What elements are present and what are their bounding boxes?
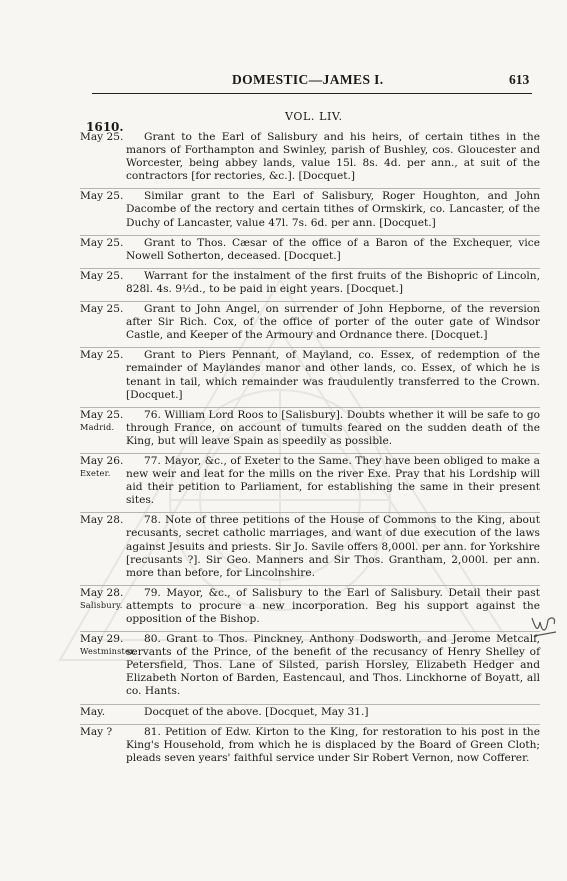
calendar-entries: [80, 130, 540, 770]
entry-text: Docquet of the above. [Docquet, May 31.]: [144, 705, 369, 718]
calendar-entry: [80, 130, 540, 188]
entry-text: Warrant for the instalment of the first fruits of the Bishopric of Lincoln, 828l. 4s. 9½d., to be paid in eight years. [Docquet.]: [126, 269, 540, 295]
entry-place: Exeter.: [80, 467, 111, 478]
entry-margin: [80, 349, 126, 401]
entry-margin: [80, 455, 126, 507]
entry-text: Grant to the Earl of Salisbury and his heirs, of certain tithes in the manors of Forthampton and Swinley, parish of Bushley, cos. Gloucester and Worcester, being abbey lands, value 15l. 8s. 4d. per ann., at suit of the contractors [for rectories, &c.]. [Docquet.]: [126, 131, 540, 183]
entry-place: Madrid.: [80, 421, 115, 432]
calendar-entry: [80, 347, 540, 406]
entry-date: May 25.: [80, 303, 124, 316]
calendar-entry: [80, 704, 540, 724]
entry-margin: [80, 726, 126, 765]
entry-margin: [80, 514, 126, 579]
page-header: [0, 72, 567, 94]
calendar-entry: [80, 724, 540, 770]
calendar-entry: [80, 301, 540, 347]
calendar-entry: [80, 268, 540, 301]
entry-text: 76. William Lord Roos to [Salisbury]. Doubts whether it will be safe to go through France, on account of tumults feared on the sudden death of the King, but will leave Spain as speedily as possible.: [126, 408, 540, 447]
calendar-entry: [80, 188, 540, 234]
entry-margin: [80, 190, 126, 229]
entry-text: 80. Grant to Thos. Pinckney, Anthony Dodsworth, and Jerome Metcalf, servants of the Prince, of the benefit of the recusancy of Henry Shelley of Petersfield, Thos. Lane of Silsted, parish Horsley, Elizabeth Hedger and Elizabeth Norton of Barden, Eastencaul, and Thos. Linckhorne of Boyatt, all co. Hants.: [126, 633, 540, 698]
entry-date: May 26.: [80, 454, 124, 467]
entry-date: May 25.: [80, 131, 124, 143]
entry-text: 79. Mayor, &c., of Salisbury to the Earl of Salisbury. Detail their past attempts to procure a new incorporation. Beg his support against the opposition of the Bishop.: [126, 586, 540, 625]
entry-date: May 28.: [80, 586, 124, 599]
entry-text: Grant to John Angel, on surrender of John Hepborne, of the reversion after Sir Rich. Cox, of the office of porter of the outer gate of Windsor Castle, and Keeper of the Armoury and Ordnance there. [Docquet.]: [126, 303, 540, 342]
calendar-entry: [80, 235, 540, 268]
calendar-entry: [80, 407, 540, 453]
header-rule: [92, 93, 532, 94]
entry-date: May 25.: [80, 190, 124, 203]
entry-margin: [80, 587, 126, 626]
entry-place: Salisbury.: [80, 599, 123, 610]
entry-date: May 25.: [80, 349, 124, 362]
entry-margin: [80, 303, 126, 342]
entry-margin: [80, 633, 137, 698]
running-head: DOMESTIC—JAMES I.: [232, 72, 384, 87]
entry-margin: [80, 131, 126, 183]
entry-date: May 25.: [80, 408, 124, 421]
page-number: 613: [509, 72, 530, 87]
entry-margin: [80, 270, 126, 296]
entry-date: May.: [80, 705, 106, 718]
calendar-entry: [80, 585, 540, 631]
entry-text: Grant to Piers Pennant, of Mayland, co. Essex, of redemption of the remainder of Maylandes manor and other lands, co. Essex, of which he is tenant in tail, which remainder was fraudulently transferred to the Crown. [Docquet.]: [126, 349, 540, 401]
entry-margin: [80, 237, 126, 263]
entry-text: 77. Mayor, &c., of Exeter to the Same. They have been obliged to make a new weir and leat for the mills on the river Exe. Pray that his Lordship will aid their petition to Parliament, for establishing the same in their present sites.: [126, 454, 540, 507]
entry-date: May ?: [80, 725, 113, 738]
entry-date: May 29.: [80, 633, 124, 646]
entry-text: Grant to Thos. Cæsar of the office of a Baron of the Exchequer, vice Nowell Sotherton, deceased. [Docquet.]: [126, 236, 540, 262]
calendar-entry: [80, 512, 540, 584]
entry-date: May 28.: [80, 514, 124, 527]
entry-place: Westminster.: [80, 646, 137, 657]
entry-text: 81. Petition of Edw. Kirton to the King, for restoration to his post in the King's Household, from which he is displaced by the Board of Green Cloth; pleads seven years' faithful service under Sir Robert Vernon, now Cofferer.: [126, 725, 540, 764]
year-label: 1610.: [86, 120, 124, 134]
entry-date: May 25.: [80, 236, 124, 249]
calendar-entry: [80, 631, 540, 703]
entry-margin: [80, 409, 126, 448]
calendar-entry: [80, 453, 540, 512]
entry-margin: [80, 706, 126, 719]
entry-date: May 25.: [80, 269, 124, 282]
entry-text: Similar grant to the Earl of Salisbury, Roger Houghton, and John Dacombe of the rectory and certain tithes of Ormskirk, co. Lancaster, of the Duchy of Lancaster, value 47l. 7s. 6d. per ann. [Docquet.]: [126, 190, 540, 229]
entry-text: 78. Note of three petitions of the House of Commons to the King, about recusants, secret catholic marriages, and want of due execution of the laws against Jesuits and priests. Sir Jo. Savile offers 8,000l. per ann. for Yorkshire [recusants ?]. Sir Geo. Manners and Sir Thos. Grantham, 2,000l. per ann. more than before, for Lincolnshire.: [126, 514, 540, 579]
volume-heading: VOL. LIV.: [285, 110, 343, 123]
